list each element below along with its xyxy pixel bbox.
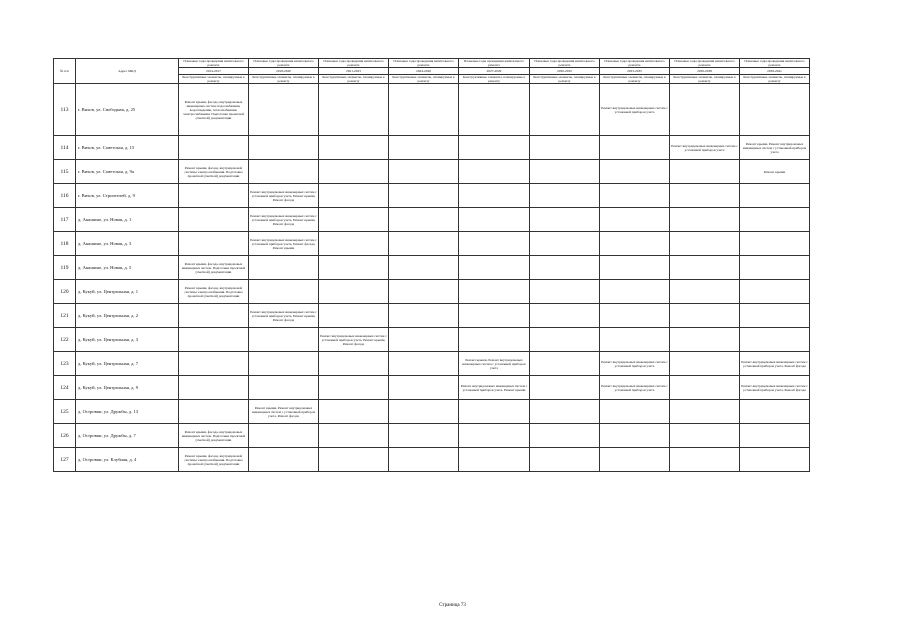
- repair-cell: [740, 448, 810, 472]
- row-address: д. Островки, ул. Дружбы, д. 13: [76, 400, 179, 424]
- repair-cell: Ремонт внутридомовых инженерных систем с установкой приборов учета: [600, 376, 670, 400]
- repair-cell: [389, 232, 459, 256]
- repair-cell: Ремонт внутридомовых инженерных систем с установкой приборов учета, Ремонт фасада, Ремонт крыши: [249, 232, 319, 256]
- repair-cell: [600, 304, 670, 328]
- repair-cell: [530, 280, 600, 304]
- repair-cell: [319, 136, 389, 160]
- header-period-elements: Конструктивные элементы, планируемые к ремонту: [600, 75, 670, 84]
- repair-cell: [530, 256, 600, 280]
- repair-cell: [740, 184, 810, 208]
- repair-cell: Ремонт внутридомовых инженерных систем с установкой приборов учета, Ремонт фасада: [740, 376, 810, 400]
- repair-cell: [740, 328, 810, 352]
- row-address: д. Кукуй, ул. Центральная, д. 3: [76, 328, 179, 352]
- repair-cell: [530, 136, 600, 160]
- table-row: [54, 328, 810, 352]
- repair-cell: [459, 232, 530, 256]
- header-period-title: Плановые годы проведения капитального ремонта: [389, 59, 459, 68]
- repair-cell: Ремонт крыши, фасада, внутридомовых инженерных систем. Подготовка проектной (сметной) документации: [179, 424, 249, 448]
- row-number: 121: [54, 304, 76, 328]
- repair-cell: [530, 160, 600, 184]
- row-number: 124: [54, 376, 76, 400]
- table-row: [54, 376, 810, 400]
- repair-cell: [670, 328, 740, 352]
- table-row: [54, 280, 810, 304]
- repair-cell: Ремонт крыши: [740, 160, 810, 184]
- repair-cell: [319, 304, 389, 328]
- repair-cell: [459, 280, 530, 304]
- repair-cell: [530, 448, 600, 472]
- repair-cell: [179, 304, 249, 328]
- repair-cell: [600, 256, 670, 280]
- repair-cell: [670, 424, 740, 448]
- repair-cell: [249, 136, 319, 160]
- repair-cell: [459, 424, 530, 448]
- repair-cell: [249, 84, 319, 136]
- repair-cell: [319, 256, 389, 280]
- repair-cell: [319, 280, 389, 304]
- repair-cell: [530, 184, 600, 208]
- repair-cell: Ремонт крыши, Ремонт внутридомовых инженерных систем с установкой приборов учета: [459, 352, 530, 376]
- repair-cell: [249, 376, 319, 400]
- header-period-years: 2027-2029: [459, 68, 530, 75]
- header-period-elements: Конструктивные элементы, планируемые к ремонту: [670, 75, 740, 84]
- repair-cell: [600, 448, 670, 472]
- repair-cell: [740, 280, 810, 304]
- repair-cell: [600, 136, 670, 160]
- repair-cell: [740, 400, 810, 424]
- repair-cell: Ремонт внутридомовых инженерных систем с установкой приборов учета: [600, 352, 670, 376]
- repair-cell: [459, 304, 530, 328]
- header-period-title: Плановые годы проведения капитального ремонта: [670, 59, 740, 68]
- table-row: [54, 448, 810, 472]
- header-period-years: 2014-2017: [179, 68, 249, 75]
- repair-cell: [600, 424, 670, 448]
- repair-cell: [389, 448, 459, 472]
- repair-cell: [319, 352, 389, 376]
- row-number: 118: [54, 232, 76, 256]
- row-address: д. Кукуй, ул. Центральная, д. 2: [76, 304, 179, 328]
- repair-cell: Ремонт внутридомовых инженерных систем с установкой приборов учета: [670, 136, 740, 160]
- repair-cell: [740, 424, 810, 448]
- capital-repair-table: [53, 58, 810, 472]
- repair-cell: [319, 84, 389, 136]
- table-row: [54, 424, 810, 448]
- row-address: г. Вихов, ул. Советская, д. 15: [76, 136, 179, 160]
- table-row: [54, 352, 810, 376]
- repair-cell: [740, 208, 810, 232]
- repair-cell: [530, 232, 600, 256]
- row-address: д. Анашино, ул. Новая, д. 5: [76, 256, 179, 280]
- row-number: 113: [54, 84, 76, 136]
- repair-cell: [249, 256, 319, 280]
- table-row: [54, 400, 810, 424]
- repair-cell: [459, 328, 530, 352]
- repair-cell: Ремонт крыши, фасада, внутридомовых инженерных систем. Подготовка проектной (сметной) документации: [179, 256, 249, 280]
- repair-cell: [600, 232, 670, 256]
- row-address: д. Кукуй, ул. Центральная, д. 1: [76, 280, 179, 304]
- repair-cell: [670, 232, 740, 256]
- row-number: 115: [54, 160, 76, 184]
- repair-cell: [530, 376, 600, 400]
- header-period-title: Плановые годы проведения капитального ремонта: [249, 59, 319, 68]
- repair-cell: [459, 184, 530, 208]
- repair-cell: [459, 84, 530, 136]
- table-header: [54, 59, 810, 84]
- row-address: г. Вихов, ул. Свободная, д. 25: [76, 84, 179, 136]
- repair-cell: [319, 448, 389, 472]
- header-period-title: Плановые годы проведения капитального ремонта: [459, 59, 530, 68]
- row-number: 126: [54, 424, 76, 448]
- header-period-years: 2033-2035: [600, 68, 670, 75]
- row-number: 122: [54, 328, 76, 352]
- repair-cell: Ремонт внутридомовых инженерных систем с установкой приборов учета, Ремонт крыши: [459, 376, 530, 400]
- repair-cell: [459, 208, 530, 232]
- repair-cell: [670, 448, 740, 472]
- repair-cell: [670, 256, 740, 280]
- row-number: 120: [54, 280, 76, 304]
- repair-cell: [600, 400, 670, 424]
- repair-cell: Ремонт внутридомовых инженерных систем с установкой приборов учета, Ремонт крыши, Ремонт фасада: [319, 328, 389, 352]
- row-address: д. Кукуй, ул. Центральная, д. 9: [76, 376, 179, 400]
- repair-cell: [249, 160, 319, 184]
- repair-cell: [740, 304, 810, 328]
- table-row: [54, 184, 810, 208]
- repair-cell: Ремонт крыши, фасада, внутридомовой системы электроснабжения. Подготовка проектной (сметной) документации: [179, 448, 249, 472]
- repair-cell: [530, 304, 600, 328]
- repair-cell: [530, 424, 600, 448]
- row-number: 116: [54, 184, 76, 208]
- repair-cell: [319, 424, 389, 448]
- repair-cell: [600, 160, 670, 184]
- header-period-elements: Конструктивные элементы, планируемые к ремонту: [459, 75, 530, 84]
- repair-cell: Ремонт внутридомовых инженерных систем с установкой приборов учета, Ремонт крыши, Ремонт фасада: [249, 304, 319, 328]
- repair-cell: [459, 256, 530, 280]
- header-period-elements: Конструктивные элементы, планируемые к ремонту: [249, 75, 319, 84]
- repair-cell: [389, 256, 459, 280]
- repair-cell: Ремонт крыши, фасада, внутридомовой системы электроснабжения. Подготовка проектной (сметной) документации: [179, 280, 249, 304]
- repair-cell: [179, 136, 249, 160]
- repair-cell: [249, 424, 319, 448]
- repair-cell: Ремонт крыши, фасада, внутридомовых инженерных систем: водоснабжения, водоотведения, теплоснабжения, электроснабжения. Подготовка проектной (сметной) документации: [179, 84, 249, 136]
- repair-cell: [249, 280, 319, 304]
- repair-cell: [319, 232, 389, 256]
- repair-cell: [670, 280, 740, 304]
- repair-cell: [389, 328, 459, 352]
- header-period-years: 2039-2041: [740, 68, 810, 75]
- row-address: д. Анашино, ул. Новая, д. 3: [76, 232, 179, 256]
- repair-cell: [389, 184, 459, 208]
- repair-cell: [249, 328, 319, 352]
- table-row: [54, 136, 810, 160]
- table-row: [54, 304, 810, 328]
- table-body: [54, 84, 810, 472]
- header-period-title: Плановые годы проведения капитального ремонта: [600, 59, 670, 68]
- row-number: 125: [54, 400, 76, 424]
- repair-cell: [740, 84, 810, 136]
- repair-cell: [389, 304, 459, 328]
- repair-cell: [179, 184, 249, 208]
- row-address: г. Вихов, ул. Строителей, д. 9: [76, 184, 179, 208]
- header-period-years: 2018-2020: [249, 68, 319, 75]
- header-number: № п/п: [54, 59, 76, 84]
- repair-cell: [319, 160, 389, 184]
- repair-cell: [459, 160, 530, 184]
- repair-cell: [600, 208, 670, 232]
- row-number: 119: [54, 256, 76, 280]
- repair-cell: [740, 232, 810, 256]
- header-period-title: Плановые годы проведения капитального ремонта: [179, 59, 249, 68]
- repair-cell: [319, 400, 389, 424]
- row-address: д. Анашино, ул. Новая, д. 1: [76, 208, 179, 232]
- table-row: [54, 208, 810, 232]
- repair-cell: [389, 400, 459, 424]
- repair-cell: [389, 352, 459, 376]
- repair-cell: [389, 208, 459, 232]
- repair-cell: [670, 208, 740, 232]
- header-period-title: Плановые годы проведения капитального ремонта: [530, 59, 600, 68]
- repair-cell: [600, 328, 670, 352]
- repair-cell: [459, 400, 530, 424]
- repair-cell: [530, 208, 600, 232]
- repair-cell: [530, 328, 600, 352]
- repair-cell: [389, 280, 459, 304]
- header-period-title: Плановые годы проведения капитального ремонта: [740, 59, 810, 68]
- repair-cell: [179, 376, 249, 400]
- repair-cell: [670, 352, 740, 376]
- page-number: Страница 73: [439, 603, 466, 608]
- row-address: г. Вихов, ул. Советская, д. 9а: [76, 160, 179, 184]
- repair-cell: [179, 232, 249, 256]
- repair-cell: [530, 84, 600, 136]
- header-period-years: 2030-2032: [530, 68, 600, 75]
- header-period-elements: Конструктивные элементы, планируемые к ремонту: [740, 75, 810, 84]
- table-row: [54, 232, 810, 256]
- repair-cell: Ремонт крыши, Ремонт внутридомовых инженерных систем с установкой приборов учета: [740, 136, 810, 160]
- repair-cell: [670, 84, 740, 136]
- row-number: 127: [54, 448, 76, 472]
- row-number: 123: [54, 352, 76, 376]
- repair-cell: [670, 160, 740, 184]
- repair-cell: [670, 184, 740, 208]
- repair-cell: [319, 184, 389, 208]
- repair-cell: [179, 400, 249, 424]
- repair-cell: [670, 376, 740, 400]
- repair-cell: Ремонт внутридомовых инженерных систем с установкой приборов учета, Ремонт фасада: [740, 352, 810, 376]
- repair-cell: [670, 400, 740, 424]
- table-row: [54, 256, 810, 280]
- header-period-elements: Конструктивные элементы, планируемые к ремонту: [530, 75, 600, 84]
- repair-cell: [530, 400, 600, 424]
- header-period-elements: Конструктивные элементы, планируемые к ремонту: [389, 75, 459, 84]
- repair-cell: [389, 160, 459, 184]
- header-period-title: Плановые годы проведения капитального ремонта: [319, 59, 389, 68]
- header-period-elements: Конструктивные элементы, планируемые к ремонту: [319, 75, 389, 84]
- repair-cell: [249, 448, 319, 472]
- repair-cell: [600, 280, 670, 304]
- repair-cell: [389, 136, 459, 160]
- repair-cell: [459, 136, 530, 160]
- header-period-years: 2024-2026: [389, 68, 459, 75]
- row-number: 114: [54, 136, 76, 160]
- header-period-years: 2036-2038: [670, 68, 740, 75]
- header-period-elements: Конструктивные элементы, планируемые к ремонту: [179, 75, 249, 84]
- repair-cell: [459, 448, 530, 472]
- repair-cell: [319, 376, 389, 400]
- repair-cell: Ремонт крыши, Ремонт внутридомовых инженерных систем с установкой приборов учета, Ремонт фасада: [249, 400, 319, 424]
- row-address: д. Островки, ул. Дружбы, д. 7: [76, 424, 179, 448]
- repair-cell: [740, 256, 810, 280]
- repair-cell: [389, 424, 459, 448]
- repair-cell: Ремонт внутридомовых инженерных систем с установкой приборов учета: [600, 84, 670, 136]
- repair-cell: [389, 84, 459, 136]
- repair-cell: [600, 184, 670, 208]
- row-number: 117: [54, 208, 76, 232]
- row-address: д. Островки, ул. Клубная, д. 4: [76, 448, 179, 472]
- repair-cell: [389, 376, 459, 400]
- repair-cell: [249, 352, 319, 376]
- header-period-years: 2021-2023: [319, 68, 389, 75]
- repair-cell: [319, 208, 389, 232]
- table-row: [54, 84, 810, 136]
- repair-cell: [179, 328, 249, 352]
- repair-cell: [179, 352, 249, 376]
- repair-cell: [179, 208, 249, 232]
- repair-cell: Ремонт внутридомовых инженерных систем с установкой приборов учета, Ремонт крыши, Ремонт фасада: [249, 184, 319, 208]
- repair-cell: [670, 304, 740, 328]
- row-address: д. Кукуй, ул. Центральная, д. 7: [76, 352, 179, 376]
- repair-cell: Ремонт крыши, фасада, внутридомовой системы электроснабжения. Подготовка проектной (сметной) документации: [179, 160, 249, 184]
- repair-cell: Ремонт внутридомовых инженерных систем с установкой приборов учета, Ремонт крыши, Ремонт фасада: [249, 208, 319, 232]
- repair-cell: [530, 352, 600, 376]
- header-address: Адрес МКД: [76, 59, 179, 84]
- table-row: [54, 160, 810, 184]
